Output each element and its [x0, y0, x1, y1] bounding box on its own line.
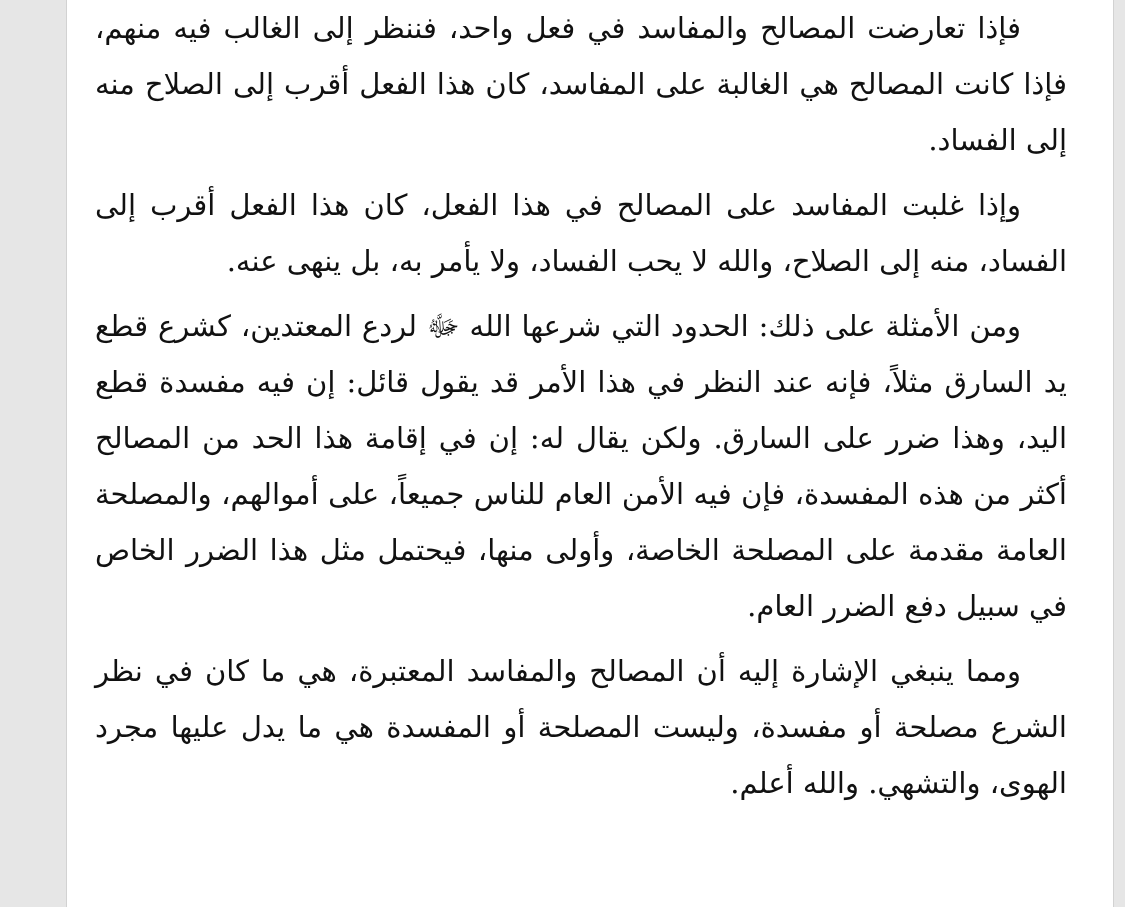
paragraph-1: فإذا تعارضت المصالح والمفاسد في فعل واحد، فننظر إلى الغالب فيه منهم، فإذا كانت المصالح هي الغالبة على المفاسد، كان هذا الفعل أقرب إلى الصلاح منه إلى الفساد. [95, 11, 1067, 157]
document-body [95, 0, 1067, 811]
paragraph-gap [95, 634, 1067, 643]
paragraph-2: وإذا غلبت المفاسد على المصالح في هذا الفعل، كان هذا الفعل أقرب إلى الفساد، منه إلى الصلاح، والله لا يحب الفساد، ولا يأمر به، بل ينهى عنه. [95, 188, 1067, 278]
paragraph-gap [95, 289, 1067, 298]
document-page [66, 0, 1114, 907]
paragraph-3: ومن الأمثلة على ذلك: الحدود التي شرعها الله ﷻ لردع المعتدين، كشرع قطع يد السارق مثلاً، فإنه عند النظر في هذا الأمر قد يقول قائل: إن فيه مفسدة قطع اليد، وهذا ضرر على السارق. ولكن يقال له: إن في إقامة هذا الحد من المصالح أكثر من هذه المفسدة، فإن فيه الأمن العام للناس جميعاً، على أموالهم، والمصلحة العامة مقدمة على المصلحة الخاصة، وأولى منها، فيحتمل مثل هذا الضرر الخاص في سبيل دفع الضرر العام. [95, 309, 1067, 623]
paragraph-gap [95, 168, 1067, 177]
paragraph-4: ومما ينبغي الإشارة إليه أن المصالح والمفاسد المعتبرة، هي ما كان في نظر الشرع مصلحة أو مفسدة، وليست المصلحة أو المفسدة هي ما يدل عليها مجرد الهوى، والتشهي. والله أعلم. [95, 654, 1067, 800]
